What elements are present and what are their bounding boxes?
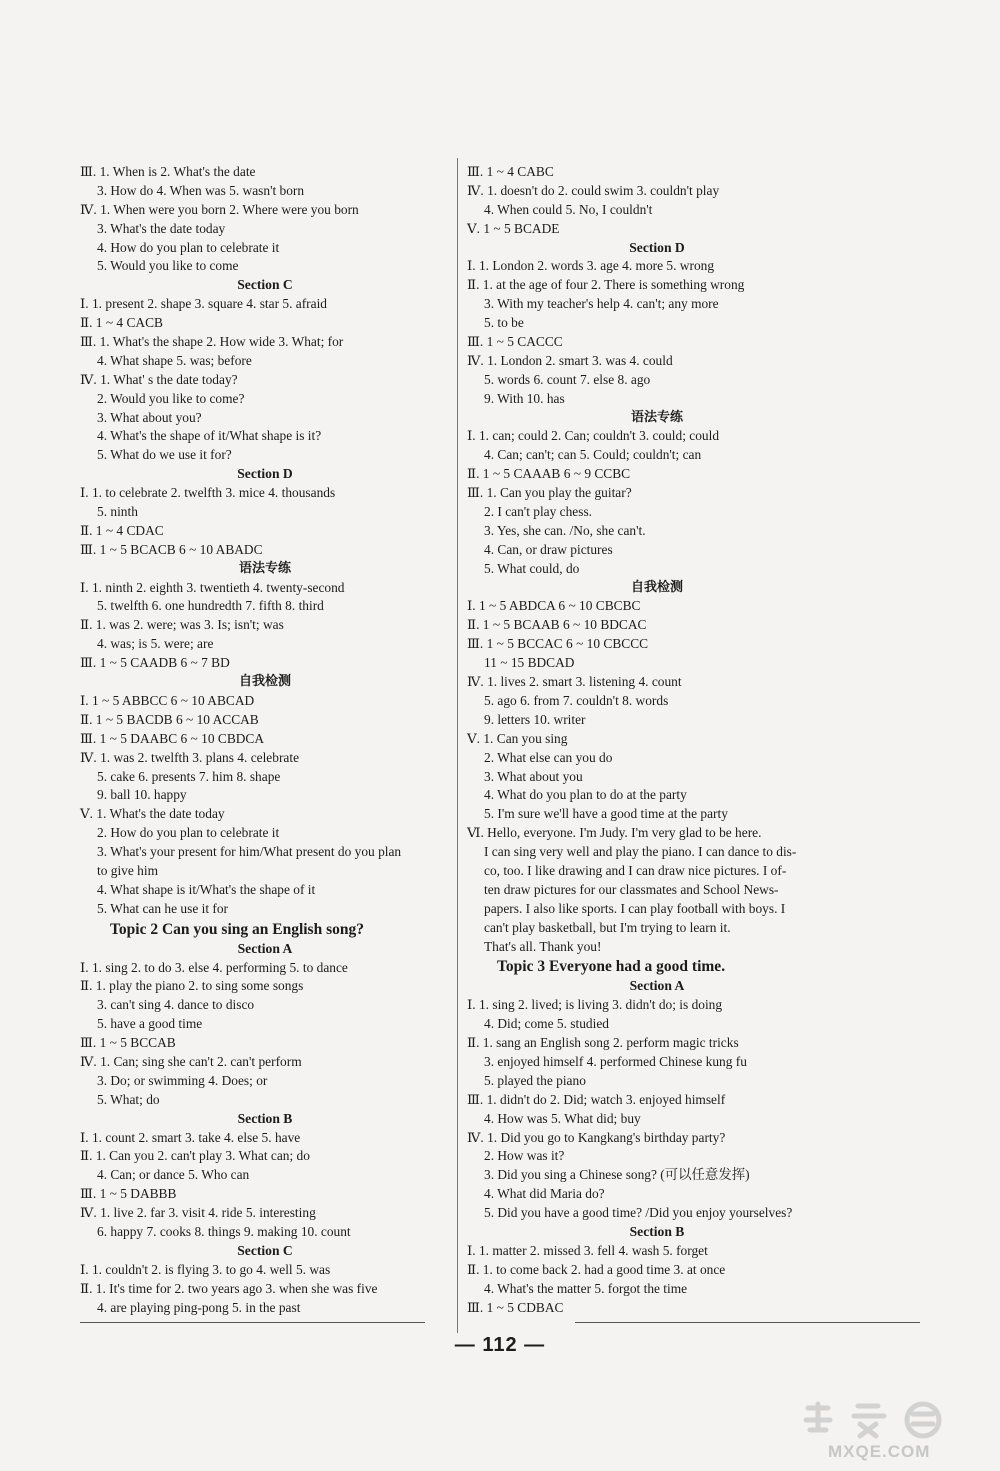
section-heading: Section C — [237, 277, 293, 293]
section-heading: Section D — [237, 466, 293, 482]
section-heading: Section D — [629, 239, 685, 255]
answer-line: Ⅲ. 1. What's the shape 2. How wide 3. What; for — [80, 334, 344, 350]
section-heading: 自我检测 — [238, 674, 291, 690]
answer-line: Ⅵ. Hello, everyone. I'm Judy. I'm very glad to be here. — [467, 825, 762, 841]
answer-line-continued: 3. Yes, she can. /No, she can't. — [484, 522, 646, 538]
watermark-logo — [788, 1400, 978, 1466]
answer-line-continued: to give him — [97, 862, 158, 878]
answer-line: Ⅰ. 1 ~ 5 ABBCC 6 ~ 10 ABCAD — [80, 692, 255, 708]
answer-line: Ⅰ. 1. sing 2. to do 3. else 4. performing 5. to dance — [80, 959, 348, 975]
left-column — [80, 163, 450, 1317]
answer-line: Ⅲ. 1 ~ 5 DAABC 6 ~ 10 CBDCA — [80, 730, 265, 746]
answer-line: Ⅱ. 1. was 2. were; was 3. Is; isn't; was — [80, 617, 284, 633]
answer-line: Ⅱ. 1 ~ 5 BCAAB 6 ~ 10 BDCAC — [467, 617, 647, 633]
topic-heading: Topic 3 Everyone had a good time. — [497, 958, 726, 976]
section-heading: Section A — [629, 978, 685, 994]
answer-line-continued: 4. What shape is it/What's the shape of it — [97, 881, 316, 897]
answer-line: Ⅴ. 1. What's the date today — [80, 806, 225, 822]
answer-line-continued: 4. When could 5. No, I couldn't — [484, 201, 653, 217]
answer-line-continued: 3. How do 4. When was 5. wasn't born — [97, 182, 305, 198]
answer-line-continued: 4. What's the matter 5. forgot the time — [484, 1280, 688, 1296]
answer-line-continued: 4. was; is 5. were; are — [97, 636, 214, 652]
answer-line-continued: 6. happy 7. cooks 8. things 9. making 10. count — [97, 1223, 351, 1239]
footer-rule-left — [80, 1322, 425, 1323]
answer-line-continued: 5. twelfth 6. one hundredth 7. fifth 8. third — [97, 598, 324, 614]
answer-line: Ⅲ. 1 ~ 5 CAADB 6 ~ 7 BD — [80, 655, 230, 671]
essay-line: papers. I also like sports. I can play football with boys. I — [484, 900, 786, 916]
answer-line-continued: 3. What's the date today — [97, 220, 226, 236]
essay-line: That's all. Thank you! — [484, 938, 602, 954]
answer-line-continued: 4. What do you plan to do at the party — [484, 787, 687, 803]
answer-line: Ⅱ. 1. at the age of four 2. There is something wrong — [467, 277, 745, 293]
answer-line-continued: 4. What's the shape of it/What shape is it? — [97, 428, 322, 444]
answer-line-continued: 3. With my teacher's help 4. can't; any more — [484, 296, 719, 312]
page-number: — 112 — — [454, 1334, 546, 1356]
answer-line: Ⅲ. 1 ~ 5 BCCAC 6 ~ 10 CBCCC — [467, 636, 649, 652]
section-heading: 自我检测 — [630, 579, 683, 595]
answer-line: Ⅱ. 1. It's time for 2. two years ago 3. when she was five — [80, 1280, 378, 1296]
section-heading: Section B — [629, 1223, 685, 1239]
answer-line: Ⅳ. 1. What' s the date today? — [80, 371, 238, 387]
answer-line-continued: 9. With 10. has — [484, 390, 565, 406]
answer-line: Ⅳ. 1. live 2. far 3. visit 4. ride 5. interesting — [80, 1205, 316, 1221]
answer-line-continued: 2. How was it? — [484, 1148, 565, 1164]
answer-line-continued: 5. played the piano — [484, 1072, 586, 1088]
answer-line: Ⅲ. 1 ~ 4 CABC — [467, 164, 554, 179]
answer-line: Ⅲ. 1 ~ 5 CDBAC — [467, 1299, 564, 1315]
section-heading: Section A — [237, 940, 293, 956]
answer-line-continued: 5. Did you have a good time? /Did you enjoy yourselves? — [484, 1205, 793, 1221]
answer-line: Ⅲ. 1 ~ 5 BCCAB — [80, 1035, 176, 1051]
answer-line-continued: 2. I can't play chess. — [484, 504, 593, 520]
answer-line-continued: 5. words 6. count 7. else 8. ago — [484, 371, 651, 387]
answer-line: Ⅲ. 1 ~ 5 CACCC — [467, 334, 563, 350]
answer-line: Ⅲ. 1 ~ 5 BCACB 6 ~ 10 ABADC — [80, 541, 263, 557]
answer-line: Ⅰ. 1 ~ 5 ABDCA 6 ~ 10 CBCBC — [467, 598, 641, 614]
answer-line-continued: 5. What do we use it for? — [97, 447, 232, 463]
answer-line-continued: 4. What did Maria do? — [484, 1186, 605, 1202]
answer-line: Ⅱ. 1 ~ 4 CACB — [80, 315, 163, 331]
essay-line: I can sing very well and play the piano. I can dance to dis- — [484, 844, 797, 860]
answer-line: Ⅱ. 1 ~ 5 BACDB 6 ~ 10 ACCAB — [80, 711, 259, 727]
answer-line: Ⅱ. 1. Can you 2. can't play 3. What can; do — [80, 1148, 310, 1164]
essay-line: co, too. I like drawing and I can draw nice pictures. I of- — [484, 862, 787, 878]
answer-line-continued: 3. What about you — [484, 768, 583, 784]
answer-line-continued: 2. What else can you do — [484, 749, 613, 765]
answer-line-continued: 5. What; do — [97, 1091, 160, 1107]
answer-line: Ⅳ. 1. was 2. twelfth 3. plans 4. celebrate — [80, 749, 300, 765]
answer-line-continued: 5. I'm sure we'll have a good time at the party — [484, 806, 728, 822]
answer-line-continued: 3. What's your present for him/What present do you plan — [97, 844, 402, 860]
answer-line: Ⅲ. 1. didn't do 2. Did; watch 3. enjoyed himself — [467, 1091, 726, 1107]
answer-line: Ⅳ. 1. When were you born 2. Where were you born — [80, 201, 359, 217]
answer-line: Ⅳ. 1. London 2. smart 3. was 4. could — [467, 352, 673, 368]
answer-line-continued: 4. Can; can't; can 5. Could; couldn't; can — [484, 447, 702, 463]
answer-line: Ⅳ. 1. doesn't do 2. could swim 3. couldn't play — [467, 182, 720, 198]
answer-line: Ⅱ. 1. sang an English song 2. perform magic tricks — [467, 1035, 739, 1051]
answer-line-continued: 4. How was 5. What did; buy — [484, 1110, 641, 1126]
answer-line-continued: 3. Did you sing a Chinese song? (可以任意发挥) — [484, 1167, 750, 1183]
answer-line: Ⅰ. 1. London 2. words 3. age 4. more 5. wrong — [467, 258, 715, 274]
answer-line: Ⅰ. 1. present 2. shape 3. square 4. star 5. afraid — [80, 296, 327, 312]
answer-line-continued: 4. Did; come 5. studied — [484, 1016, 609, 1032]
answer-line-continued: 5. What could, do — [484, 560, 580, 576]
answer-line: Ⅳ. 1. Did you go to Kangkang's birthday party? — [467, 1129, 726, 1145]
section-heading: Section B — [237, 1110, 293, 1126]
answer-line-continued: 4. are playing ping-pong 5. in the past — [97, 1299, 301, 1315]
column-divider — [457, 158, 458, 1333]
answer-line: Ⅰ. 1. sing 2. lived; is living 3. didn't do; is doing — [467, 997, 723, 1013]
answer-line: Ⅰ. 1. to celebrate 2. twelfth 3. mice 4. thousands — [80, 485, 336, 501]
answer-line-continued: 2. How do you plan to celebrate it — [97, 825, 280, 841]
answer-line-continued: 3. can't sing 4. dance to disco — [97, 997, 255, 1013]
answer-line: Ⅰ. 1. can; could 2. Can; couldn't 3. could; could — [467, 428, 720, 444]
answer-line-continued: 4. How do you plan to celebrate it — [97, 239, 280, 255]
answer-line: Ⅴ. 1 ~ 5 BCADE — [467, 220, 560, 236]
answer-line-continued: 5. What can he use it for — [97, 900, 229, 916]
answer-line-continued: 11 ~ 15 BDCAD — [484, 655, 575, 671]
section-heading: 语法专练 — [238, 560, 291, 576]
answer-line-continued: 5. Would you like to come — [97, 258, 239, 274]
answer-line-continued: 3. Do; or swimming 4. Does; or — [97, 1072, 268, 1088]
answer-line: Ⅳ. 1. Can; sing she can't 2. can't perform — [80, 1053, 302, 1069]
watermark-glyph-icon — [788, 1400, 978, 1440]
answer-line: Ⅰ. 1. couldn't 2. is flying 3. to go 4. well 5. was — [80, 1261, 331, 1277]
answer-line: Ⅲ. 1. When is 2. What's the date — [80, 164, 256, 179]
essay-line: can't play basketball, but I'm trying to learn it. — [484, 919, 731, 935]
answer-line: Ⅰ. 1. count 2. smart 3. take 4. else 5. have — [80, 1129, 301, 1145]
answer-line-continued: 5. to be — [484, 315, 524, 331]
answer-line-continued: 9. ball 10. happy — [97, 787, 187, 803]
answer-line-continued: 4. Can; or dance 5. Who can — [97, 1167, 250, 1183]
right-column — [467, 163, 847, 1317]
answer-line: Ⅱ. 1. to come back 2. had a good time 3. at once — [467, 1261, 726, 1277]
answer-line-continued: 5. have a good time — [97, 1016, 203, 1032]
answer-line: Ⅲ. 1. Can you play the guitar? — [467, 485, 632, 501]
watermark-text: MXQE.COM — [828, 1442, 931, 1461]
answer-line-continued: 5. cake 6. presents 7. him 8. shape — [97, 768, 281, 784]
answer-line-continued: 9. letters 10. writer — [484, 711, 586, 727]
section-heading: 语法专练 — [630, 409, 683, 425]
answer-line-continued: 4. Can, or draw pictures — [484, 541, 613, 557]
answer-line: Ⅰ. 1. matter 2. missed 3. fell 4. wash 5. forget — [467, 1242, 708, 1258]
answer-line-continued: 3. enjoyed himself 4. performed Chinese kung fu — [484, 1053, 747, 1069]
answer-line-continued: 5. ninth — [97, 504, 138, 520]
answer-line-continued: 5. ago 6. from 7. couldn't 8. words — [484, 692, 669, 708]
essay-line: ten draw pictures for our classmates and School News- — [484, 881, 779, 897]
topic-heading: Topic 2 Can you sing an English song? — [110, 920, 364, 938]
answer-line: Ⅴ. 1. Can you sing — [467, 730, 568, 746]
answer-line-continued: 4. What shape 5. was; before — [97, 352, 252, 368]
answer-line-continued: 3. What about you? — [97, 409, 202, 425]
section-heading: Section C — [237, 1242, 293, 1258]
answer-line: Ⅲ. 1 ~ 5 DABBB — [80, 1186, 177, 1202]
answer-line: Ⅱ. 1 ~ 4 CDAC — [80, 522, 164, 538]
footer-rule-right — [575, 1322, 920, 1323]
answer-line: Ⅳ. 1. lives 2. smart 3. listening 4. count — [467, 674, 682, 690]
answer-line: Ⅱ. 1 ~ 5 CAAAB 6 ~ 9 CCBC — [467, 466, 631, 482]
answer-line-continued: 2. Would you like to come? — [97, 390, 245, 406]
answer-line: Ⅰ. 1. ninth 2. eighth 3. twentieth 4. twenty-second — [80, 579, 345, 595]
answer-line: Ⅱ. 1. play the piano 2. to sing some songs — [80, 978, 304, 994]
